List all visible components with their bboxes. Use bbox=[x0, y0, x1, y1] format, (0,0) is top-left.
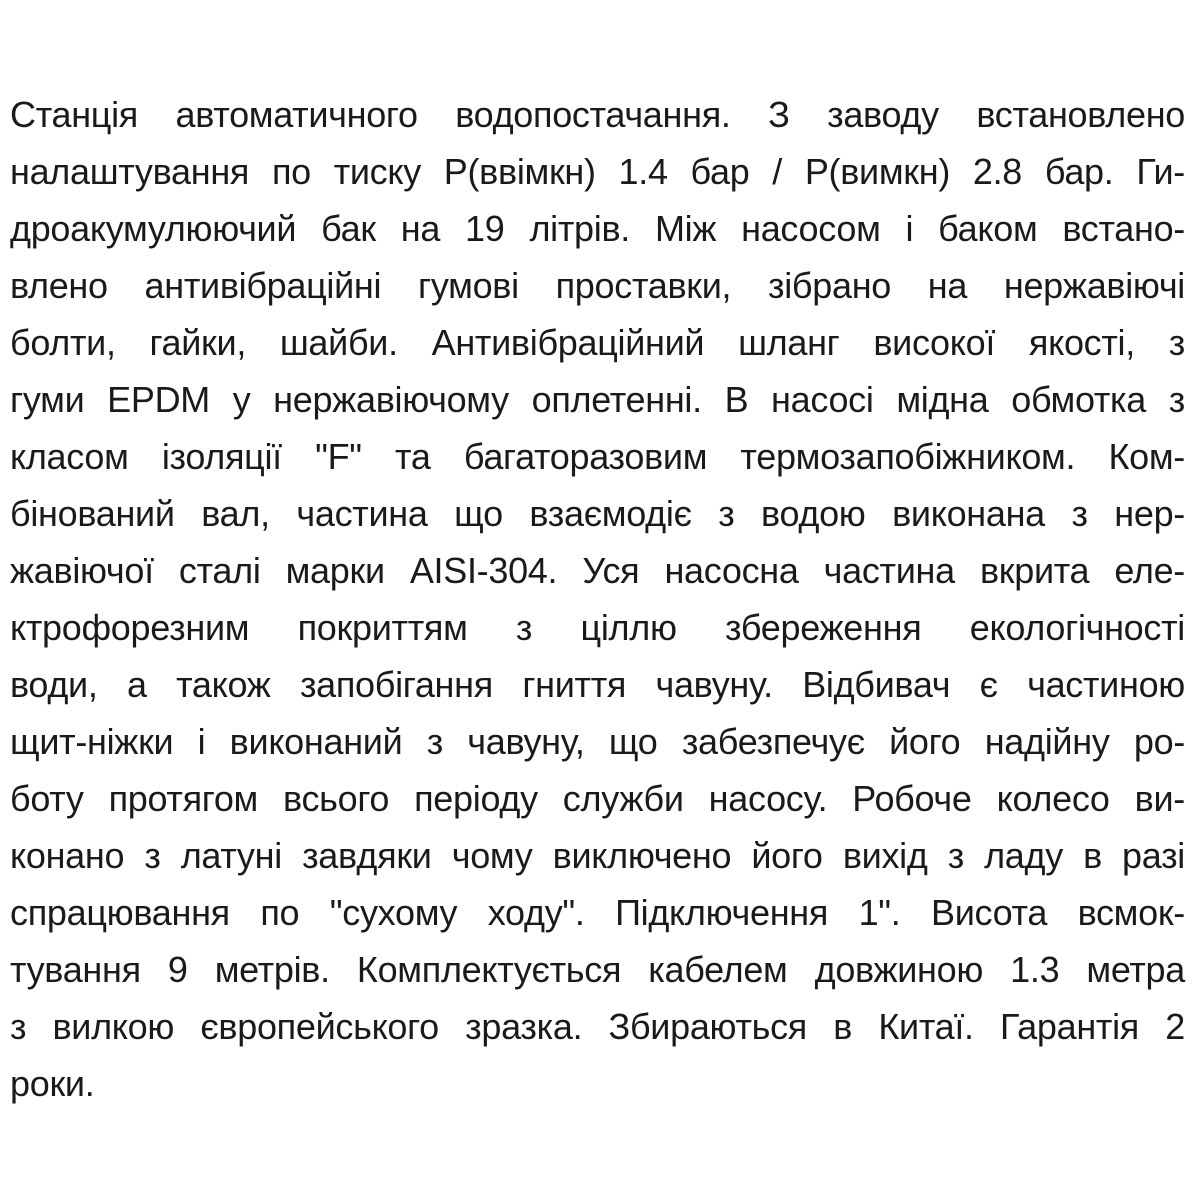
text-line: спрацювання по "сухому ходу". Підключення 1". Висота всмок- bbox=[10, 892, 1185, 933]
text-line: ктрофорезним покриттям з ціллю збереження екологічності bbox=[10, 607, 1185, 648]
text-line: влено антивібраційні гумові проставки, зібрано на нержавіючі bbox=[10, 265, 1185, 306]
text-line: налаштування по тиску Р(ввімкн) 1.4 бар / Р(вимкн) 2.8 бар. Ги- bbox=[10, 151, 1185, 192]
text-line: Станція автоматичного водопостачання. З заводу встановлено bbox=[10, 94, 1185, 135]
text-line: гуми EPDM у нержавіючому оплетенні. В насосі мідна обмотка з bbox=[10, 379, 1185, 420]
text-line: боту протягом всього періоду служби насосу. Робоче колесо ви- bbox=[10, 778, 1185, 819]
text-line: води, а також запобігання гниття чавуну. Відбивач є частиною bbox=[10, 664, 1185, 705]
text-line: конано з латуні завдяки чому виключено його вихід з ладу в разі bbox=[10, 835, 1185, 876]
text-line: болти, гайки, шайби. Антивібраційний шланг високої якості, з bbox=[10, 322, 1185, 363]
text-line: жавіючої сталі марки AISI-304. Уся насосна частина вкрита еле- bbox=[10, 550, 1185, 591]
text-line: тування 9 метрів. Комплектується кабелем довжиною 1.3 метра bbox=[10, 949, 1185, 990]
text-line: з вилкою європейського зразка. Збираються в Китаї. Гарантія 2 bbox=[10, 1006, 1185, 1047]
text-line: щит-ніжки і виконаний з чавуну, що забезпечує його надійну ро- bbox=[10, 721, 1185, 762]
text-line: дроакумулюючий бак на 19 літрів. Між насосом і баком встано- bbox=[10, 208, 1185, 249]
text-line: бінований вал, частина що взаємодіє з водою виконана з нер- bbox=[10, 493, 1185, 534]
text-line: роки. bbox=[10, 1063, 95, 1104]
text-line: класом ізоляції "F" та багаторазовим термозапобіжником. Ком- bbox=[10, 436, 1185, 477]
